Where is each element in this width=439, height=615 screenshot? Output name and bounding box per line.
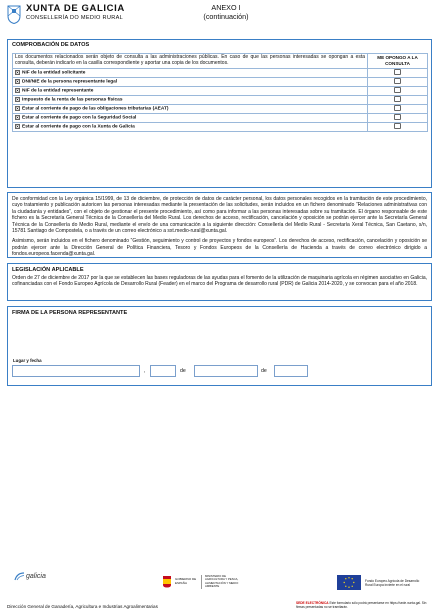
verification-row	[13, 104, 428, 113]
annex-title: ANEXO I	[211, 3, 241, 12]
verification-table	[12, 53, 428, 132]
oppose-checkbox[interactable]	[394, 114, 401, 120]
data-protection-paragraph-1: De conformidad con la Ley orgánica 15/1999, de 13 de diciembre, de protección de datos de carácter personal, los datos personales recogidos en la tramitación de este procedimiento, cuyo tratamiento y publicación autoricen las personas interesadas mediante la presentación de las solicitudes, serán incluidos en un fichero denominado “Relaciones administrativas con la ciudadanía y entidades”, con el objeto de gestionar el presente procedimiento, así como para informar a las personas interesadas sobre su tramitación. El órgano responsable de este fichero es la Secretaría General Técnica de la Consellería del Medio Rural. Los derechos de acceso, rectificación, cancelación y oposición se podrán ejercer ante la Secretaría General Técnica de la Consellería do Medio Rural, mediante el envío de una comunicación a la siguiente dirección: Consellería del Medio Rural - Secretaría Xeral Técnica, San Caetano, s/n, 15781 Santiago de Compostela, o a través de un correo electrónico a sxt.medio-rural@xunta.gal.	[12, 196, 427, 235]
directorate-text: Dirección General de Ganadería, Agricultura e Industrias Agroalimentarias	[7, 604, 158, 609]
year-field[interactable]	[274, 365, 308, 377]
verification-row	[13, 122, 428, 131]
mark-icon: ×	[16, 78, 19, 84]
mark-icon: ×	[16, 96, 19, 102]
galicia-mark-icon	[14, 572, 25, 581]
annex-heading	[186, 4, 266, 21]
sede-label: SEDE ELECTRÓNICA	[296, 601, 329, 605]
oppose-checkbox[interactable]	[394, 96, 401, 102]
oppose-checkbox[interactable]	[394, 87, 401, 93]
spain-shield-icon	[162, 575, 172, 588]
comma-separator: ,	[144, 368, 146, 374]
mark-icon: ×	[16, 114, 19, 120]
verification-row	[13, 113, 428, 122]
data-protection-section	[7, 192, 432, 258]
spain-ministry-text: MINISTERIO DE AGRICULTURA Y PESCA, ALIMENTACIÓN Y MEDIO AMBIENTE	[201, 575, 241, 589]
verification-item-label: DNI/NIE de la persona representante legal	[22, 79, 118, 85]
spain-gov-text: GOBIERNO DE ESPAÑA	[175, 577, 197, 585]
verification-item-label: Impuesto de la renta de las personas físicas	[22, 97, 123, 103]
galicia-word: galicia	[26, 573, 46, 580]
data-protection-paragraph-2: Asimismo, serán incluidos en el fichero denominado “Gestión, seguimiento y control de proyectos y fondos europeos”. Los derechos de acceso, rectificación, cancelación y oposición se podrán ejercer ante la Dirección General de Política Financiera, Tesoro y Fondos Europeos de la Consellería de Hacienda a través de correo electrónico dirigido a fondos.europeos.facenda@xunta.gal.	[12, 238, 427, 258]
mark-icon: ×	[16, 123, 19, 129]
verification-row	[13, 95, 428, 104]
feader-text: Fondo Europeo Agrícola de Desarrollo Rural Europa invierte en el rural	[365, 578, 420, 587]
galicia-crest-icon	[7, 5, 21, 24]
verification-section	[7, 39, 432, 188]
verification-item-label: NIF de la entidad solicitante	[22, 70, 86, 76]
logo-text	[26, 4, 125, 23]
verification-item-label: NIF de la entidad representante	[22, 88, 94, 94]
de-separator: de	[261, 368, 267, 374]
legislation-text: Orden de 27 de diciembre de 2017 por la que se establecen las bases reguladoras de las ayudas para el fomento de la utilización de maquinaria agrícola en régimen asociativo en Galicia, cofinanciadas con el Fondo Europeo Agrícola de Desarrollo Rural (Feader) en el marco del Programa de desarrollo rural (PDR) de Galicia 2014-2020, y se convocan para el año 2018.	[12, 275, 427, 288]
dept-name: CONSELLERÍA DO MEDIO RURAL	[26, 15, 124, 21]
oppose-checkbox[interactable]	[394, 69, 401, 75]
signature-section	[7, 306, 432, 386]
oppose-checkbox[interactable]	[394, 105, 401, 111]
verification-item-label: Estar al corriente de pago con la Xunta de Galicia	[22, 124, 135, 130]
sede-text: Este formulario sólo podrá presentarse en https://sede.xunta.gal. Sin firmas presentadas no se tramitarán.	[296, 601, 427, 609]
mark-icon: ×	[16, 87, 19, 93]
legislation-section	[7, 263, 432, 301]
month-field[interactable]	[194, 365, 258, 377]
galicia-brand-logo	[14, 572, 46, 581]
place-date-label: Lugar y fecha	[13, 358, 42, 363]
xunta-logo	[7, 4, 125, 24]
org-name: XUNTA DE GALICIA	[26, 3, 125, 14]
oppose-header: ME OPONGO A LA CONSULTA	[368, 54, 428, 69]
verification-row	[13, 86, 428, 95]
de-separator: de	[180, 368, 186, 374]
eu-feader-logo	[337, 575, 420, 590]
oppose-checkbox[interactable]	[394, 123, 401, 129]
oppose-checkbox[interactable]	[394, 78, 401, 84]
verification-item-label: Estar al corriente de pago con la Seguridad Social	[22, 115, 137, 121]
verification-intro: Los documentos relacionados serán objeto de consulta a las administraciones públicas. En caso de que las personas interesadas se opongan a esta consulta, deberán indicarlo en la casilla correspondiente y aportar una copia de los documentos.	[13, 54, 368, 69]
signature-title: FIRMA DE LA PERSONA REPRESENTANTE	[12, 310, 128, 316]
verification-row	[13, 77, 428, 86]
verification-item-label: Estar al corriente de pago de las obligaciones tributarias (AEAT)	[22, 106, 169, 112]
legislation-title: LEGISLACIÓN APLICABLE	[12, 267, 84, 273]
mark-icon: ×	[16, 105, 19, 111]
spain-government-logo	[162, 575, 241, 589]
place-field[interactable]	[12, 365, 140, 377]
verification-title: COMPROBACIÓN DE DATOS	[12, 42, 90, 48]
annex-subtitle: (continuación)	[203, 11, 249, 21]
verification-row	[13, 68, 428, 77]
verification-header-row	[13, 54, 428, 69]
mark-icon: ×	[16, 69, 19, 75]
eu-flag-icon	[337, 575, 361, 590]
sede-notice	[296, 601, 432, 609]
day-field[interactable]	[150, 365, 176, 377]
